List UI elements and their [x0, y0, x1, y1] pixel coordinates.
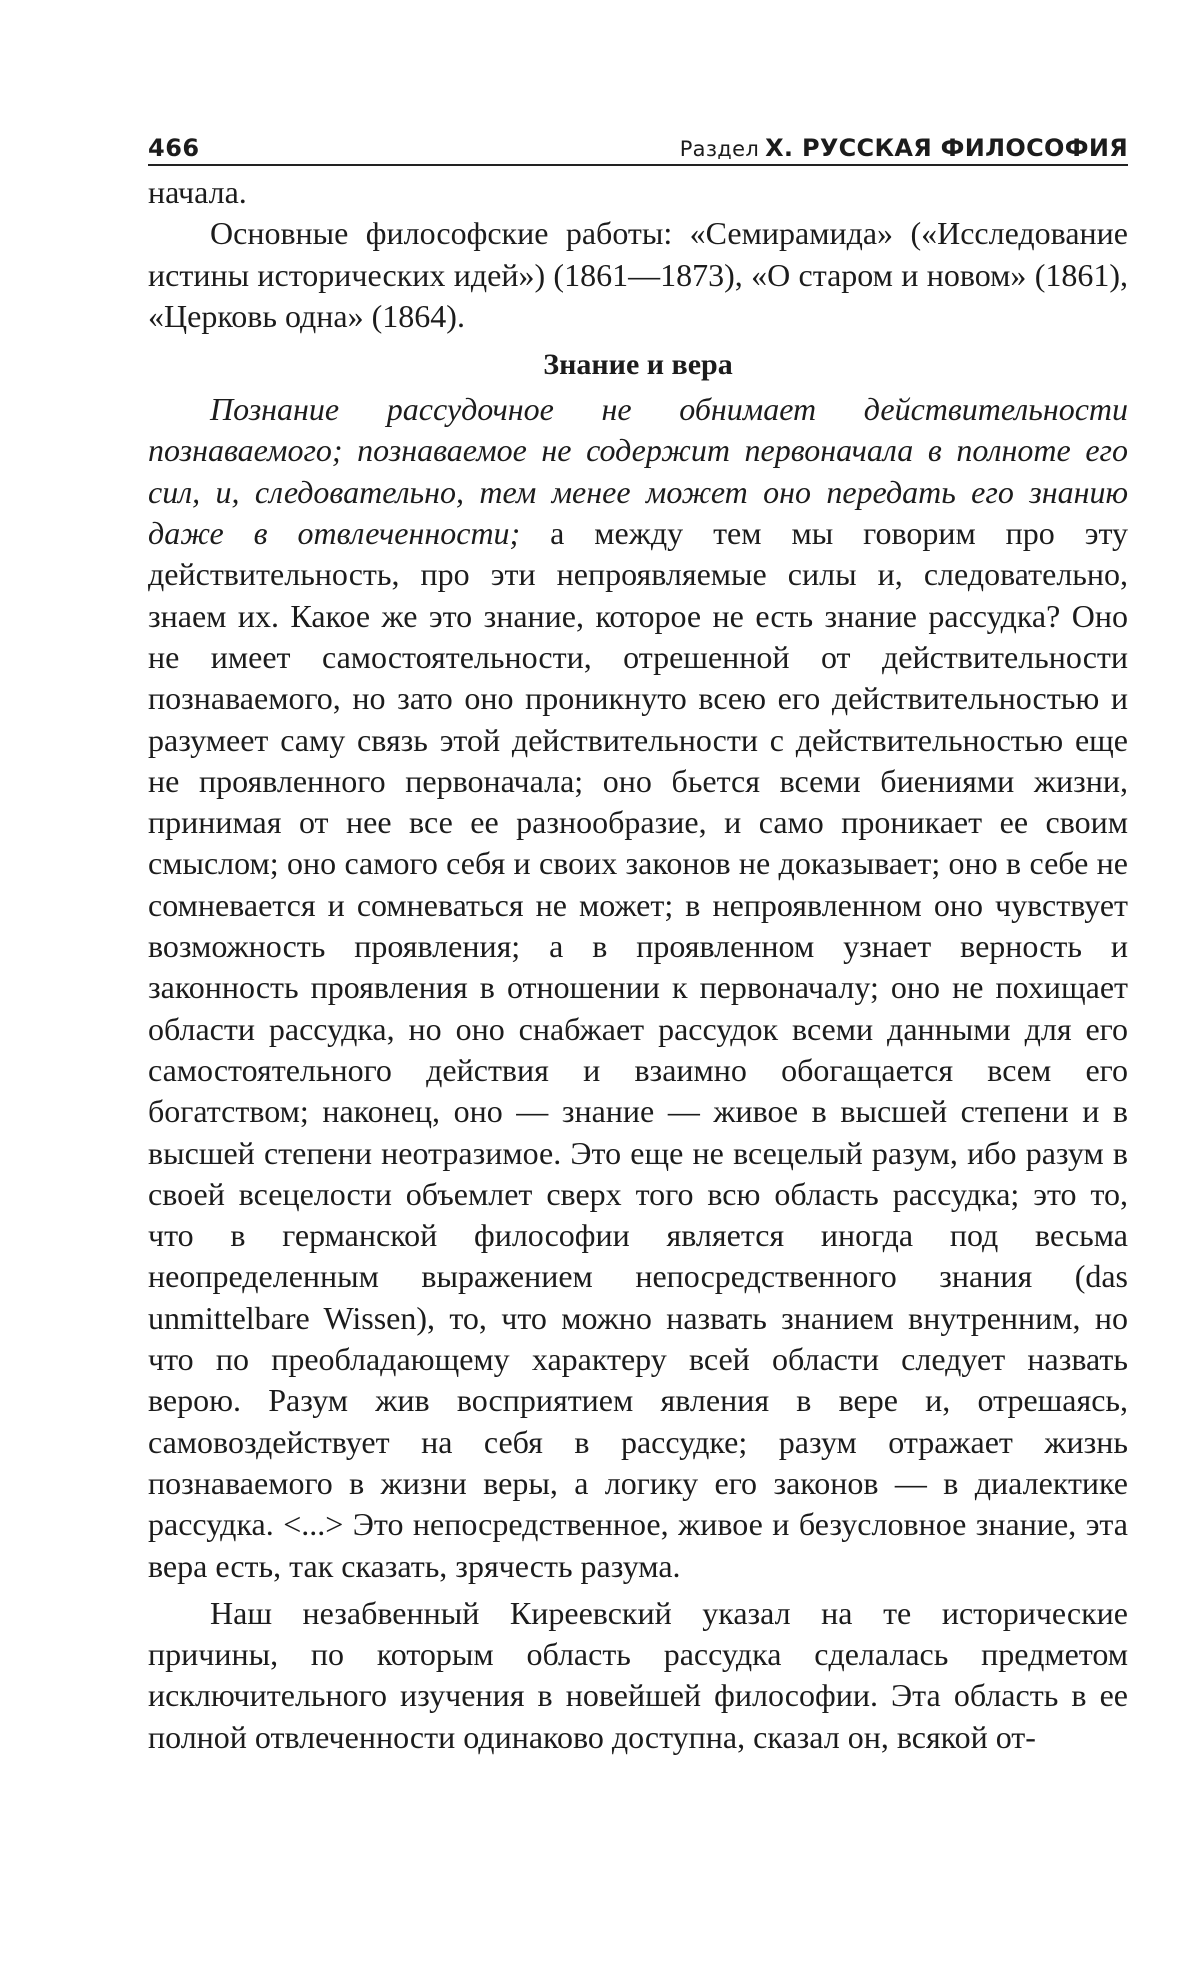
continuation-line: начала.: [148, 174, 247, 210]
quote-italic-text: Познание рассудочное не обнимает действительности познаваемого; познаваемое не содержит первоначала в полноте его сил, и, следовательно, тем менее может оно передать его знанию даже в отвлеченности;: [148, 391, 1128, 552]
running-header: [148, 128, 1128, 166]
section-heading: Знание и вера: [543, 348, 733, 382]
section-title: X. РУССКАЯ ФИЛОСОФИЯ: [765, 134, 1128, 162]
quote-paragraph: [148, 389, 1128, 1587]
section-prefix: Раздел: [679, 137, 760, 161]
body-text: [148, 172, 1128, 1758]
works-paragraph: Основные философские работы: «Семирамида» («Исследование истины исторических идей») (1861—1873), «О старом и новом» (1861), «Церковь одна» (1864).: [148, 215, 1128, 334]
quote-regular-text: а между тем мы говорим про эту действительность, про эти непроявляемые силы и, следовательно, знаем их. Какое же это знание, которое не есть знание рассудка? Оно не имеет самостоятельности, отрешенной от действительности познаваемого, но зато оно проникнуто всею его действительностью и разумеет саму связь этой действительности с действительностью еще не проявленного первоначала; оно бьется всеми биениями жизни, принимая от нее все ее разнообразие, и само проникает ее своим смыслом; оно самого себя и своих законов не доказывает; оно в себе не сомневается и сомневаться не может; в непроявленном оно чувствует возможность проявления; а в проявленном узнает верность и законность проявления в отношении к первоначалу; оно не похищает области рассудка, но оно снабжает рассудок всеми данными для его самостоятельного действия и взаимно обогащается всем его богатством; наконец, оно — знание — живое в высшей степени и в высшей степени неотразимое. Это еще не всецелый разум, ибо разум в своей всецелости объемлет сверх того всю область рассудка; это то, что в германской философии является иногда под весьма неопределенным выражением непосредственного знания (das unmittelbare Wissen), то, что можно назвать знанием внутренним, но что по преобладающему характеру всей области следует назвать верою. Разум жив восприятием явления в вере и, отрешаясь, самовоздействует на себя в рассудке; разум отражает жизнь познаваемого в жизни веры, а логику его законов — в диалектике рассудка. <...> Это непосредственное, живое и безусловное знание, эта вера есть, так сказать, зрячесть разума.: [148, 515, 1129, 1584]
page-number: 466: [148, 134, 200, 162]
book-page: [148, 128, 1128, 1758]
last-paragraph: Наш незабвенный Киреевский указал на те исторические причины, по которым область рассудка сделалась предметом исключительного изучения в новейшей философии. Эта область в ее полной отвлеченности одинаково доступна, сказал он, всякой от-: [148, 1594, 1128, 1755]
section-title-wrap: [680, 134, 1128, 162]
